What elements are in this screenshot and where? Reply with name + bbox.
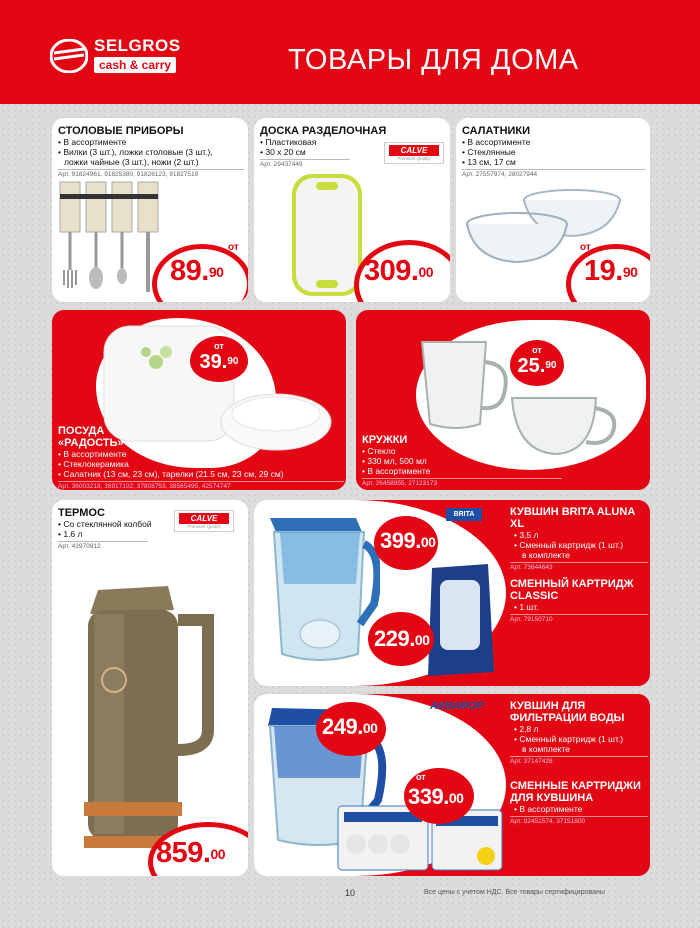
price-badge: от 25.90	[508, 338, 566, 388]
brita-logo: BRITA	[446, 508, 482, 521]
price-prefix: от	[580, 242, 591, 253]
product-title: КРУЖКИ	[362, 434, 408, 446]
price-prefix: от	[228, 242, 239, 253]
calve-logo: CALVE Premium Quality	[174, 510, 234, 532]
card-dinnerware[interactable]	[52, 310, 346, 490]
price-prefix: от	[416, 772, 426, 782]
card-aquaphor[interactable]	[254, 694, 650, 876]
price-cents: 90	[208, 264, 224, 280]
price-value: 399.	[380, 528, 421, 553]
product-bullet: • Со стеклянной колбой	[58, 519, 152, 529]
product-bullet: • В ассортименте	[462, 137, 531, 147]
price-value: 19.	[584, 255, 623, 287]
product-title: СМЕННЫЕ КАРТРИДЖИ	[510, 780, 641, 792]
product-title: ДЛЯ КУВШИНА	[510, 792, 594, 804]
product-bullet: • 3,5 л	[514, 530, 539, 540]
brand-name: SELGROS	[94, 36, 181, 55]
card-thermos[interactable]	[52, 500, 248, 876]
product-title: КУВШИН ДЛЯ	[510, 700, 586, 712]
card-mugs[interactable]	[356, 310, 650, 490]
price	[322, 712, 377, 742]
product-title: ТЕРМОС	[58, 507, 105, 519]
product-title: КУВШИН BRITA ALUNA XL	[510, 506, 635, 530]
product-bullet: • Сменный картридж (1 шт.)	[514, 734, 624, 744]
article-number: Арт. 79150710	[510, 614, 648, 623]
product-bullet: • Сменный картридж (1 шт.)	[514, 540, 624, 550]
selgros-logo[interactable]	[50, 36, 190, 76]
price-cents: 00	[210, 846, 226, 862]
price-cents: 00	[448, 790, 464, 806]
price-value: 229.	[374, 626, 415, 651]
article-number: Арт. 26458955, 27123173	[362, 478, 562, 487]
brand-subtitle: cash & carry	[94, 57, 176, 73]
product-bullet: • Салатник (13 см, 23 см), тарелки (21.5 см, 23 см, 29 см)	[58, 469, 284, 479]
price	[374, 624, 429, 654]
price-value: 859.	[156, 837, 211, 869]
card-cutlery[interactable]	[52, 118, 248, 302]
price-value: 339.	[408, 784, 449, 809]
product-bullet: • Пластиковая	[260, 137, 317, 147]
selgros-logo-icon	[50, 39, 88, 73]
product-bullet: • 330 мл, 500 мл	[362, 456, 427, 466]
product-title: СМЕННЫЙ КАРТРИДЖ	[510, 578, 634, 590]
article-number: Арт. 43970912	[58, 541, 148, 550]
price	[380, 526, 435, 556]
page-number: 10	[345, 888, 356, 898]
price-value: 249.	[322, 714, 363, 739]
product-bullet: • В ассортименте	[58, 449, 127, 459]
price	[408, 782, 463, 812]
calve-logo: CALVE Premium Quality	[384, 142, 444, 164]
brita-pitcher-image	[260, 514, 380, 674]
price	[584, 256, 637, 286]
product-title: СТОЛОВЫЕ ПРИБОРЫ	[58, 125, 184, 137]
price-value: 309.	[364, 255, 419, 287]
article-number: Арт. 36003218, 36917102, 37808753, 38565495, 42574747	[58, 481, 344, 490]
footer-note: Все цены с учетом НДС. Все товары сертифицированы	[424, 889, 605, 896]
product-bullet: • 2,8 л	[514, 724, 539, 734]
price-cents: 00	[420, 534, 436, 550]
product-bullet: • 1.6 л	[58, 529, 83, 539]
product-bullet: • В ассортименте	[58, 137, 127, 147]
article-number: Арт. 29437449	[260, 159, 350, 168]
page-title: ТОВАРЫ ДЛЯ ДОМА	[288, 44, 579, 76]
card-brita[interactable]	[254, 500, 650, 686]
article-number: Арт. 27557974, 28027944	[462, 169, 646, 178]
article-number: Арт. 73644643	[510, 562, 648, 571]
brita-cartridge-image	[422, 560, 500, 680]
article-number: Арт. 37147428	[510, 756, 648, 765]
header-bar	[0, 0, 700, 104]
price-badge: от 39.90	[188, 334, 250, 384]
product-title: ДОСКА РАЗДЕЛОЧНАЯ	[260, 125, 387, 137]
price	[156, 838, 225, 868]
product-title: ПОСУДА	[58, 425, 105, 437]
product-title: «РАДОСТЬ»	[58, 437, 124, 449]
product-bullet: • Стеклокерамика	[58, 459, 129, 469]
product-bullet: • 30 x 20 см	[260, 147, 306, 157]
price-cents: 90	[622, 264, 638, 280]
product-bullet: • Вилки (3 шт.), ложки столовые (3 шт.),	[58, 147, 213, 157]
product-bullet: • 1 шт.	[514, 602, 539, 612]
product-bullet: в комплекте	[522, 744, 570, 754]
product-bullet: • 13 см, 17 см	[462, 157, 516, 167]
article-number: Арт. 91824961, 91825380, 91826123, 91827519	[58, 169, 244, 178]
price	[364, 256, 433, 286]
product-bullet: • В ассортименте	[362, 466, 431, 476]
aquaphor-logo: АКВАФОР	[430, 700, 484, 712]
article-number: Арт. 92451574, 37151800	[510, 816, 648, 825]
product-title: CLASSIC	[510, 590, 559, 602]
price-cents: 00	[362, 720, 378, 736]
product-bullet: • В ассортименте	[514, 804, 583, 814]
card-salad-bowls[interactable]	[456, 118, 650, 302]
product-bullet: в комплекте	[522, 550, 570, 560]
product-bullet: ложки чайные (3 шт.), ножи (2 шт.)	[64, 157, 199, 167]
price	[170, 256, 223, 286]
price-cents: 00	[418, 264, 434, 280]
price-cents: 00	[414, 632, 430, 648]
product-bullet: • Стекло	[362, 446, 396, 456]
price-value: 89.	[170, 255, 209, 287]
product-title: САЛАТНИКИ	[462, 125, 531, 137]
card-cutting-board[interactable]	[254, 118, 450, 302]
product-bullet: • Стеклянные	[462, 147, 516, 157]
product-title: ФИЛЬТРАЦИИ ВОДЫ	[510, 712, 625, 724]
